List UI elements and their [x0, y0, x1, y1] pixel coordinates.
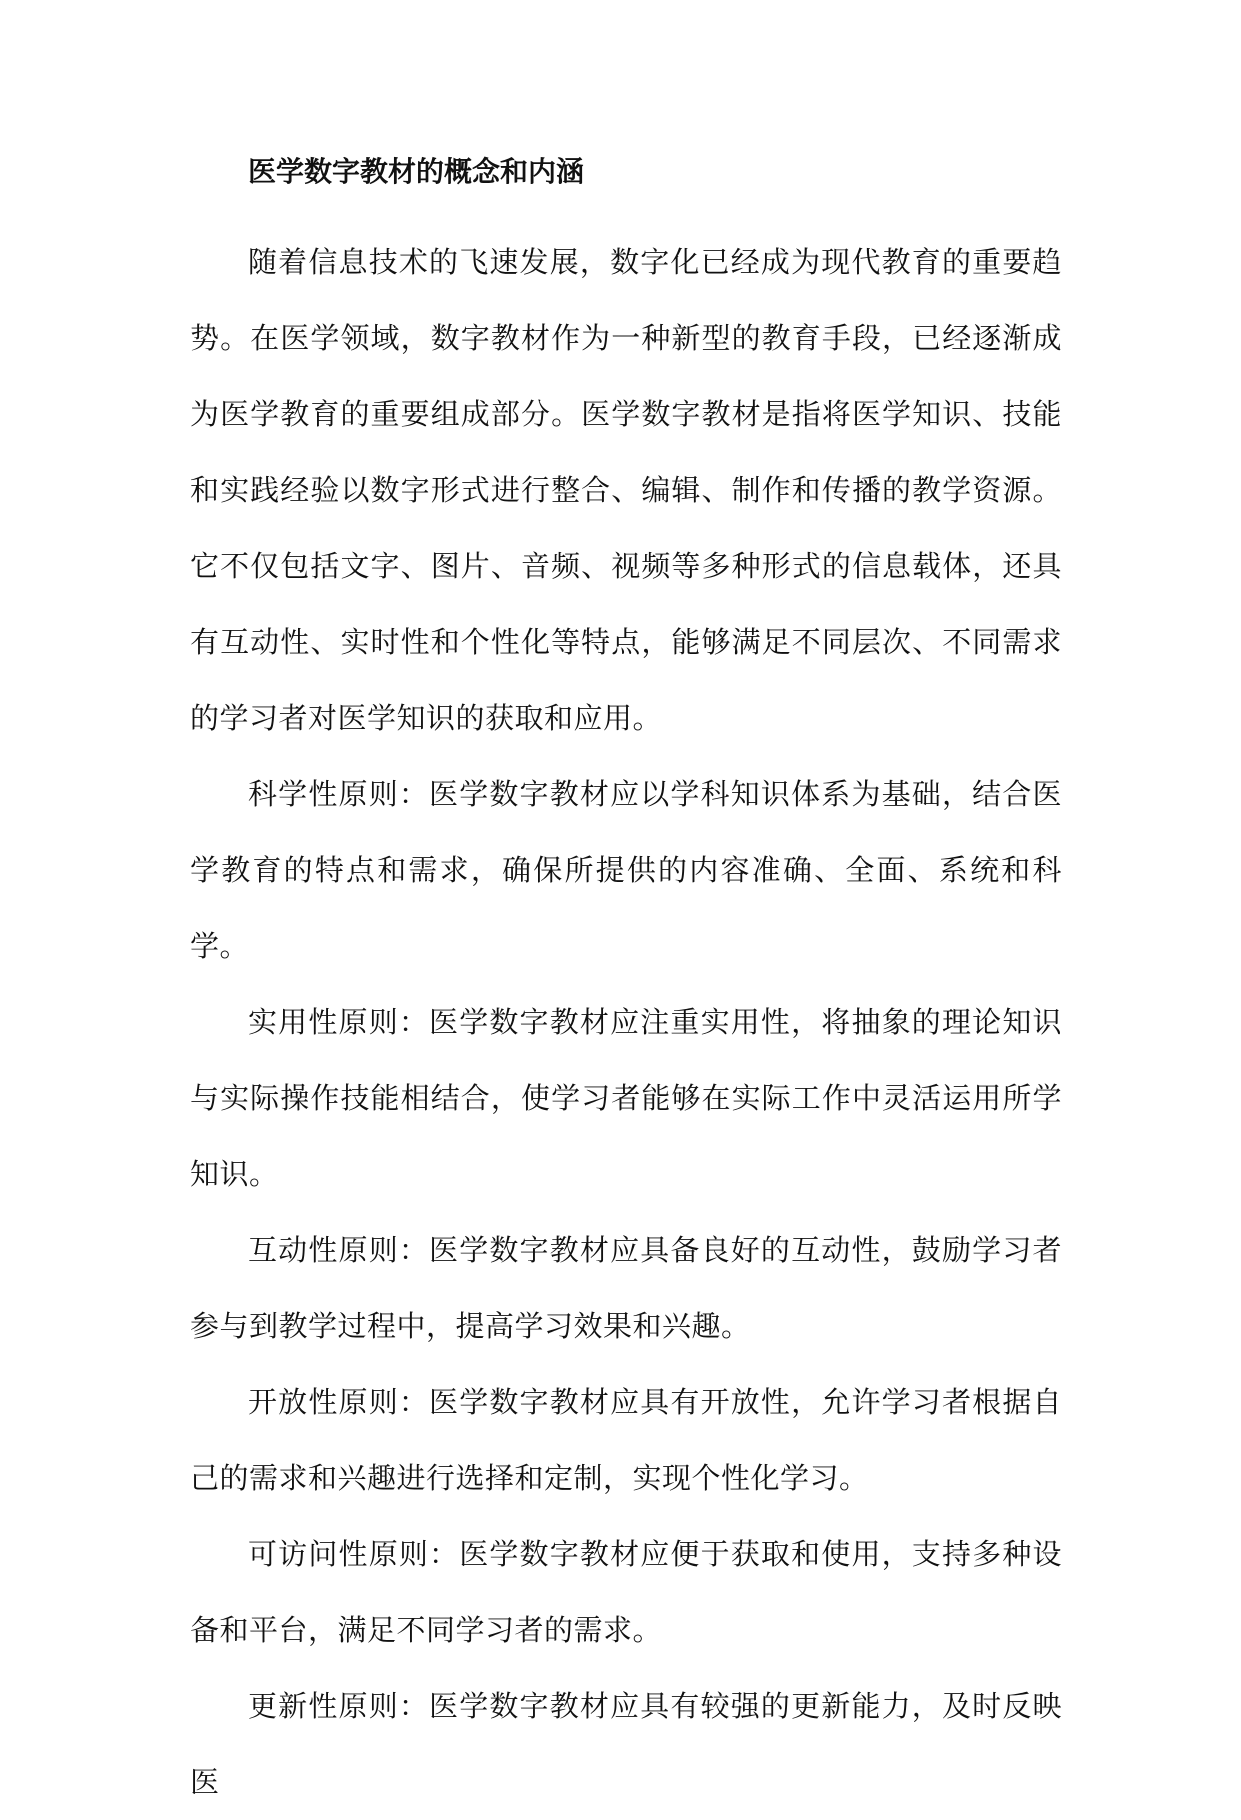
paragraph-scientific-principle: 科学性原则：医学数字教材应以学科知识体系为基础，结合医学教育的特点和需求，确保所提供的内容准确、全面、系统和科学。: [190, 777, 1062, 963]
document-body: [190, 150, 1062, 1820]
paragraph-interactive-principle: 互动性原则：医学数字教材应具备良好的互动性，鼓励学习者参与到教学过程中，提高学习效果和兴趣。: [190, 1233, 1062, 1343]
paragraph-intro: 随着信息技术的飞速发展，数字化已经成为现代教育的重要趋势。在医学领域，数字教材作为一种新型的教育手段，已经逐渐成为医学教育的重要组成部分。医学数字教材是指将医学知识、技能和实践经验以数字形式进行整合、编辑、制作和传播的教学资源。它不仅包括文字、图片、音频、视频等多种形式的信息载体，还具有互动性、实时性和个性化等特点，能够满足不同层次、不同需求的学习者对医学知识的获取和应用。: [190, 245, 1062, 735]
paragraph-openness-principle: 开放性原则：医学数字教材应具有开放性，允许学习者根据自己的需求和兴趣进行选择和定制，实现个性化学习。: [190, 1385, 1062, 1495]
page-title: 医学数字教材的概念和内涵: [248, 155, 585, 188]
paragraph-update-principle: 更新性原则：医学数字教材应具有较强的更新能力，及时反映医: [190, 1689, 1062, 1799]
paragraph-accessibility-principle: 可访问性原则：医学数字教材应便于获取和使用，支持多种设备和平台，满足不同学习者的需求。: [190, 1537, 1062, 1647]
paragraph-practical-principle: 实用性原则：医学数字教材应注重实用性，将抽象的理论知识与实际操作技能相结合，使学习者能够在实际工作中灵活运用所学知识。: [190, 1005, 1062, 1191]
